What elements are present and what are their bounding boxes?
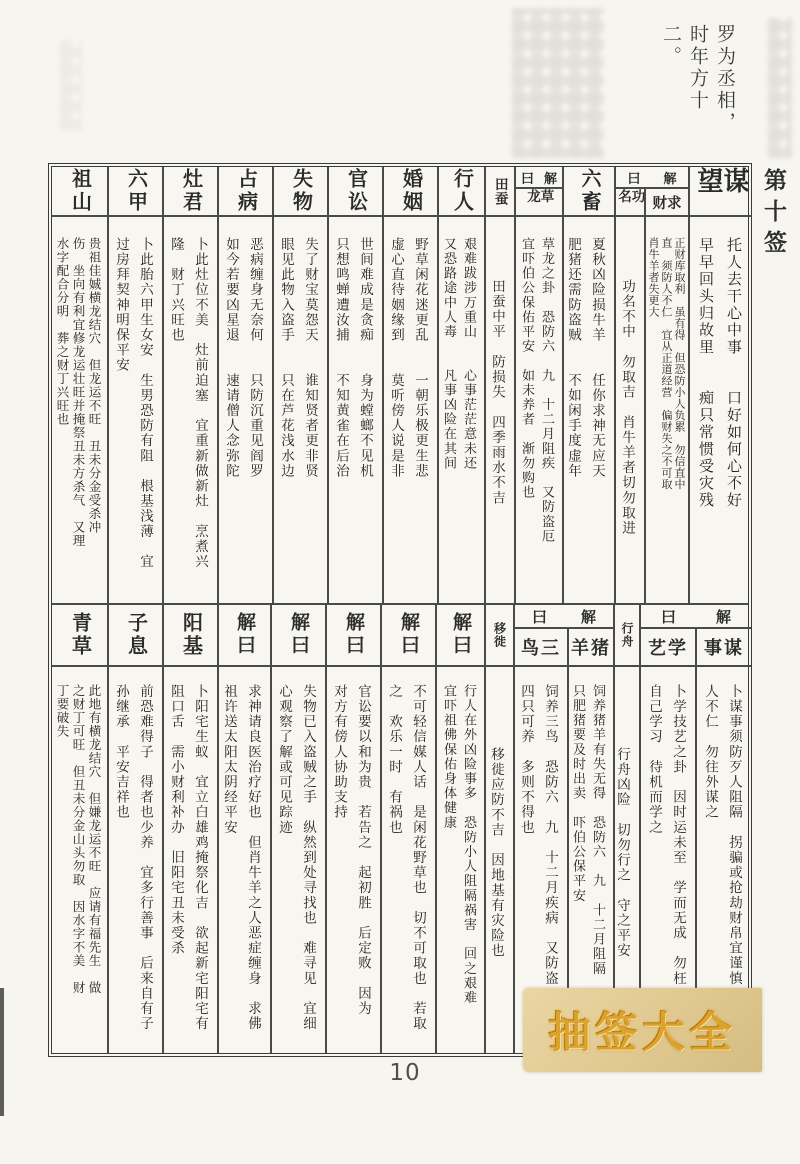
col-gongming-text <box>616 217 644 603</box>
col-liuchu-header: 六畜 <box>564 167 614 217</box>
vertical-text-line: 野草闲花迷更乱 一朝乐极更生悲 <box>413 237 428 479</box>
vertical-text-line: 宜吓祖佛保佑身体健康 <box>442 684 457 830</box>
col-xingren <box>437 167 484 603</box>
col-jie-header: 解曰 <box>437 605 484 667</box>
col-zaojun <box>162 167 217 603</box>
vertical-text-line: 水字配合分明 葬之财丁兴旺也 <box>55 237 69 426</box>
col-qiucai-text <box>646 217 688 603</box>
intro-line: 二。 <box>660 24 681 68</box>
vertical-text-line: 肥猪还需防盗贼 不如闲手度虚年 <box>566 237 581 479</box>
col-caolong-text <box>516 217 562 603</box>
vertical-text-line: 正财库取利 虽有得 但恐防小人负累 勿信直中 <box>673 237 685 490</box>
lot-title: 第十签 <box>761 168 786 261</box>
vertical-text-line: 伤 坐向有利宜修龙运壮旺并掩祭丑未方杀气 又理 <box>71 237 85 548</box>
vertical-text-line: 卜谋事须防歹人阻隔 拐骗或抢劫财帛宜谨慎 <box>727 684 742 986</box>
col-yixi-header: 移徙 <box>486 605 513 667</box>
vertical-text-line: 对方有傍人协助支持 <box>332 684 347 820</box>
jie-band: 曰 解 <box>515 605 613 629</box>
col-xingzhou <box>613 605 639 1053</box>
col-liuchu <box>562 167 614 603</box>
col-yixi-text <box>486 667 513 1053</box>
col-jie-hunyin <box>380 605 435 1053</box>
col-jie-hunyin-text <box>382 667 435 1053</box>
col-zhanbing-header: 占病 <box>219 167 272 217</box>
col-zixi-header: 子息 <box>109 605 162 667</box>
group-jie-xueyi-moushi <box>639 605 751 1053</box>
jie-band: 曰 解 <box>616 167 688 189</box>
lot-intro-text <box>657 24 738 174</box>
vertical-text-line: 恶病缠身无奈何 只防沉重见阎罗 <box>248 237 263 479</box>
col-liujia-header: 六甲 <box>109 167 162 217</box>
vertical-text-line: 隆 财丁兴旺也 <box>169 237 184 343</box>
intro-line: 罗为丞相， <box>714 24 735 134</box>
vertical-text-line: 夏秋凶险损牛羊 任你求神无应天 <box>590 237 605 479</box>
col-jie-zhanbing <box>217 605 270 1053</box>
vertical-text-line: 饲养猪羊有失无得 恐防六 九 十二月阻隔 <box>591 684 606 976</box>
vertical-text-line: 祖许送太阳太阴经平安 <box>222 684 237 835</box>
col-hunyin-header: 婚姻 <box>384 167 437 217</box>
table-row-top <box>52 167 748 603</box>
vertical-text-line: 之财丁可旺 但丑未分金山头勿取 因水字不美 财 <box>71 684 85 995</box>
vertical-text-line: 卜此胎六甲生女安 生男恐防有阻 根基浅薄 宜 <box>138 237 153 570</box>
group-jie-gongming-qiucai <box>614 167 688 603</box>
vertical-text-line: 求神请良医治疗好也 但肖牛羊之人恶症缠身 求佛 <box>246 684 261 1032</box>
group-jie-sanniao-zhuyang <box>513 605 613 1053</box>
col-tiancan <box>484 167 514 603</box>
vertical-text-line: 只想鸣蝉遭汝捕 不知黄雀在后治 <box>334 237 349 479</box>
col-zushan <box>52 167 107 603</box>
vertical-text-line: 心观察了解或可见踪迹 <box>277 684 292 835</box>
col-sanniao-header: 鸟三 <box>515 629 567 667</box>
col-xingzhou-header: 行舟 <box>615 605 639 667</box>
vertical-text-line: 之 欢乐一时 有祸也 <box>387 684 402 835</box>
col-jie-header: 解曰 <box>272 605 325 667</box>
vertical-text-line: 贵祖佳娍横龙结穴 但龙运不旺 丑未分金受杀冲 <box>87 237 101 534</box>
vertical-text-line: 孙继承 平安吉祥也 <box>114 684 129 820</box>
col-yangji-text <box>164 667 217 1053</box>
col-jie-header: 解曰 <box>219 605 270 667</box>
vertical-text-line: 直 须防人不仁 宜从正道经营 偏财失之不可取 <box>660 237 672 490</box>
vertical-text-line: 丁要破失 <box>55 684 69 738</box>
col-hunyin-text <box>384 217 437 603</box>
col-liuchu-text <box>564 217 614 603</box>
col-jie-guansong-text <box>327 667 380 1053</box>
vertical-text-line: 草龙之卦 恐防六 九 十二月阻疾 又防盗厄 <box>540 237 555 544</box>
col-jie-header: 解曰 <box>382 605 435 667</box>
col-mouwang <box>688 167 752 603</box>
col-zhanbing <box>217 167 272 603</box>
vertical-text-line: 世间难成是贪痴 身为螳螂不见机 <box>358 237 373 479</box>
col-zaojun-header: 灶君 <box>164 167 217 217</box>
vertical-text-line: 又恐路途中人毒 凡事凶险在其间 <box>442 237 457 471</box>
bleed-through-noise <box>768 18 792 158</box>
col-xueyi-header: 艺学 <box>641 629 695 667</box>
col-moushi-header: 事谋 <box>697 629 751 667</box>
vertical-text-line: 田蚕中平 防损失 四季雨水不吉 <box>490 279 505 506</box>
col-jie-shiwu-text <box>272 667 325 1053</box>
col-mouwang-header: 谋望 <box>690 167 752 217</box>
col-caolong <box>516 189 562 603</box>
vertical-text-line: 失物已入盗贼之手 纵然到处寻找也 难寻见 宜细 <box>301 684 316 1032</box>
col-jie-zhanbing-text <box>219 667 270 1053</box>
jie-band: 曰 解 <box>641 605 751 629</box>
col-jie-guansong <box>325 605 380 1053</box>
vertical-text-line: 失了财宝莫怨天 谁知贤者更非贤 <box>303 237 318 479</box>
vertical-text-line: 行舟凶险 切勿行之 守之平安 <box>615 747 630 959</box>
col-shiwu <box>272 167 327 603</box>
vertical-text-line: 此地有横龙结穴 但嫌龙运不旺 应请有福先生 做 <box>87 684 101 995</box>
vertical-text-line: 功名不中 勿取吉 肖牛羊者切勿取进 <box>620 279 635 536</box>
col-liujia <box>107 167 162 603</box>
vertical-text-line: 眼见此物入盗手 只在芦花浅水边 <box>279 237 294 479</box>
vertical-text-line: 宜吓伯公保佑平安 如未养者 渐勿购也 <box>520 237 535 500</box>
vertical-text-line: 虚心直待姻缘到 莫听傍人说是非 <box>389 237 404 479</box>
vertical-text-line: 移徙应防不吉 因地基有灾险也 <box>489 747 504 959</box>
scan-edge-artifact <box>0 988 4 1116</box>
page-number: 10 <box>389 1060 421 1086</box>
watermark-text: 抽签大全 <box>548 1011 737 1057</box>
col-caolong-header: 草龙 <box>516 189 562 217</box>
col-zhuyang-header: 羊猪 <box>569 629 613 667</box>
col-tiancan-header: 田蚕 <box>486 167 514 217</box>
col-zaojun-text <box>164 217 217 603</box>
col-qingcao-text <box>52 667 107 1053</box>
col-guansong <box>327 167 382 603</box>
col-jie-header: 解曰 <box>327 605 380 667</box>
vertical-text-line: 自己学习 待机而学之 <box>647 684 662 835</box>
vertical-text-line: 饲养三鸟 恐防六 九 十二月疾病 又防盗 <box>543 684 558 986</box>
vertical-text-line: 过房拜契神明保平安 <box>114 237 129 373</box>
vertical-text-line: 四只可养 多则不得也 <box>519 684 534 835</box>
col-qiucai <box>644 189 688 603</box>
col-zixi <box>107 605 162 1053</box>
col-shiwu-text <box>274 217 327 603</box>
vertical-text-line: 人不仁 勿往外谋之 <box>703 684 718 820</box>
col-jie-shiwu <box>270 605 325 1053</box>
vertical-text-line: 托人去干心中事 口好如何心不好 <box>725 237 741 509</box>
col-qingcao <box>52 605 107 1053</box>
vertical-text-line: 早早回头归故里 痴只常惯受灾残 <box>697 237 713 509</box>
vertical-text-line: 阻口舌 需小财利补办 旧阳宅丑未受杀 <box>169 684 184 956</box>
vertical-text-line: 卜阳宅生蚁 宜立白雄鸡掩祭化吉 欲起新宅阳宅有 <box>193 684 208 1032</box>
jie-band: 曰 解 <box>516 167 562 189</box>
vertical-text-line: 前恐难得子 得者也少养 宜多行善事 后来自有子 <box>138 684 153 1032</box>
col-tiancan-text <box>486 217 514 603</box>
col-qiucai-header: 财求 <box>646 189 688 217</box>
vertical-text-line: 艰难跋涉万重山 心事茫茫意未还 <box>462 237 477 471</box>
vertical-text-line: 卜此灶位不美 灶前迫塞 宜重新做新灶 烹煮兴 <box>193 237 208 570</box>
col-yangji <box>162 605 217 1053</box>
table-row-bottom <box>52 603 748 1053</box>
bleed-through-noise <box>512 8 604 158</box>
col-yangji-header: 阳基 <box>164 605 217 667</box>
vertical-text-line: 行人在外凶险事多 恐防小人阻隔祸害 回之艰难 <box>462 684 477 1006</box>
col-xingren-text <box>439 217 484 603</box>
col-zhanbing-text <box>219 217 272 603</box>
col-mouwang-text <box>690 217 752 603</box>
col-zixi-text <box>109 667 162 1053</box>
group-jie-caolong <box>514 167 562 603</box>
vertical-text-line: 如今若要凶星退 速请僧人念弥陀 <box>224 237 239 479</box>
vertical-text-line: 官讼要以和为贵 若告之 起初胜 后定败 因为 <box>356 684 371 1017</box>
bleed-through-noise <box>60 40 82 130</box>
col-guansong-text <box>329 217 382 603</box>
divination-table <box>48 163 752 1057</box>
col-jie-xingren-text <box>437 667 484 1053</box>
vertical-text-line: 卜学技艺之卦 因时运未至 学而无成 勿枉 <box>671 684 686 986</box>
col-liujia-text <box>109 217 162 603</box>
col-shiwu-header: 失物 <box>274 167 327 217</box>
vertical-text-line: 只肥猪要及时出卖 吓伯公保平安 <box>571 684 586 903</box>
vertical-text-line: 肖牛羊者失更大 <box>647 237 659 318</box>
col-gongming-header: 功名 <box>616 189 644 217</box>
col-gongming <box>616 189 644 603</box>
intro-line: 时年方十 <box>687 24 708 112</box>
col-xingren-header: 行人 <box>439 167 484 217</box>
vertical-text-line: 不可轻信媒人话 是闲花野草也 切不可取也 若取 <box>411 684 426 1032</box>
col-zushan-header: 祖山 <box>52 167 107 217</box>
col-hunyin <box>382 167 437 603</box>
col-qingcao-header: 青草 <box>52 605 107 667</box>
col-jie-xingren <box>435 605 484 1053</box>
col-guansong-header: 官讼 <box>329 167 382 217</box>
col-zushan-text <box>52 217 107 603</box>
col-yixi <box>484 605 513 1053</box>
